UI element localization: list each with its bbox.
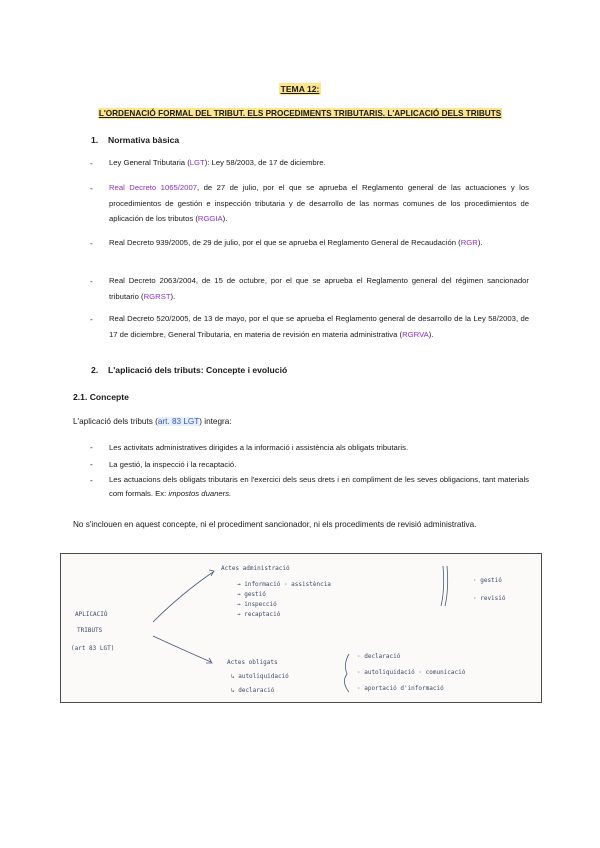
handwritten-diagram [60,553,542,703]
admin-line: → informació · assistència [237,581,331,588]
list-bullet: - [90,443,93,452]
oblig-header: Actes obligats [227,659,278,666]
topic-title [0,84,600,94]
document-subtitle [60,109,540,118]
subsection-heading [73,392,129,402]
legislation-item: Real Decreto 939/2005, de 29 de julio, por el que se aprueba el Reglamento General de Recaudación (RGR). [109,238,483,247]
root-line-2: TRIBUTS [77,627,103,634]
arrow-to-obligats [153,636,211,662]
section-label: Normativa bàsica [108,135,180,145]
legislation-item: Real Decreto 520/2005, de 13 de mayo, por el que se aprueba el Reglamento general de desarrollo de la Ley 58/2003, de 17 de diciembre, General Tributaria, en materia de revisión en materia administrativa (RGRVA). [109,314,529,339]
ref-rgrst[interactable]: RGRST [143,291,171,301]
section-number: 1. [91,135,99,145]
section-heading-2 [91,365,287,375]
oblig-line: ↳ autoliquidació [231,673,289,680]
legislation-link[interactable]: Real Decreto 1065/2007 [109,183,198,192]
oblig-line: ↳ declaració [231,687,275,694]
section-number: 2. [91,365,99,375]
exclusion-paragraph: No s'inclouen en aquest concepte, ni el procediment sancionador, ni els procediments de revisió administrativa. [73,520,477,529]
list-bullet: - [90,239,93,248]
root-line-1: APLICACIÓ [75,611,108,618]
list-bullet: - [90,476,93,485]
ref-lgt[interactable]: LGT [189,158,205,167]
legislation-item: Real Decreto 2063/2004, de 15 de octubre, por el que se aprueba el Reglamento general del régimen sancionador tributario (RGRST). [109,276,529,301]
ref-art83[interactable]: art. 83 LGT [157,417,200,426]
ref-rggia[interactable]: RGGIA [197,214,223,223]
diagram-svg [61,554,541,702]
root-line-3: (art 83 LGT) [71,645,115,652]
concept-item: La gestió, la inspecció i la recaptació. [109,460,237,469]
concept-item: Les actuacions dels obligats tributaris en l'exercici dels seus drets i en compliment de les seves obligacions, tant materials com formals. Ex: impostos duaners. [109,475,529,498]
admin-right: · gestió [473,577,502,584]
list-bullet: - [90,184,93,193]
admin-header: Actes administració [221,565,290,572]
legislation-item: Real Decreto 1065/2007, de 27 de julio, por el que se aprueba el Reglamento general de las actuaciones y los procedimientos de gestión e inspección tributaria y de desarrollo de las normas comunes de los procedimientos de aplicación de los tributos (RGGIA). [109,183,529,223]
list-bullet: - [90,315,93,324]
admin-right: · revisió [473,595,506,602]
admin-line: → gestió [237,591,266,598]
section-heading-1 [91,135,179,145]
intro-paragraph: L'aplicació dels tributs (art. 83 LGT) integra: [73,417,232,426]
arrow-to-admin [153,572,213,622]
list-bullet: - [90,159,93,168]
oblig-right: · declaració [357,653,401,660]
concept-item: Les activitats administratives dirigides a la informació i assistència als obligats tributaris. [109,443,409,452]
list-bullet: - [90,460,93,469]
list-bullet: - [90,277,93,286]
document-subtitle-text: L'ORDENACIÓ FORMAL DEL TRIBUT. ELS PROCEDIMENTS TRIBUTARIS. L'APLICACIÓ DELS TRIBUTS [98,109,502,118]
oblig-right: · autoliquidació · comunicació [357,669,466,676]
legislation-item: Ley General Tributaria (LGT): Ley 58/2003, de 17 de diciembre. [109,158,326,167]
admin-line: → inspecció [237,601,277,608]
oblig-right: · aportació d'informació [357,685,444,692]
ref-rgrva[interactable]: RGRVA [402,329,429,339]
ref-rgr[interactable]: RGR [460,238,478,247]
brace [344,654,349,692]
subsection-label: 2.1. Concepte [73,392,129,402]
topic-title-text: TEMA 12: [280,84,320,94]
section-label: L'aplicació dels tributs: Concepte i evolució [108,365,288,375]
admin-line: → recaptació [237,611,281,618]
